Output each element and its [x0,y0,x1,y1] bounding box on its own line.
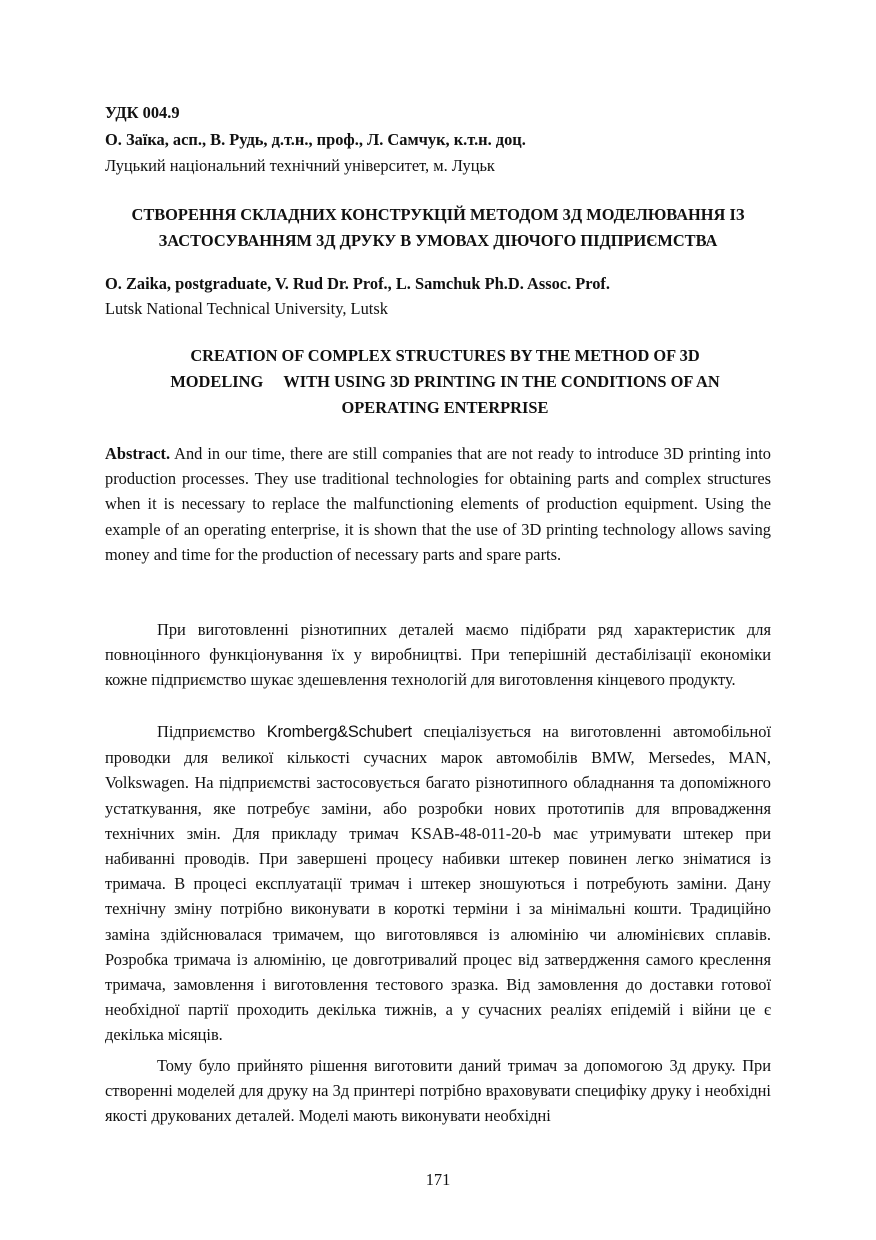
title-en-line-1: CREATION OF COMPLEX STRUCTURES BY THE METHOD OF 3D [190,346,700,365]
title-en-line-2: MODELING WITH USING 3D PRINTING IN THE CONDITIONS OF AN [170,372,720,391]
company-name: Kromberg&Schubert [266,723,412,741]
body-paragraph-1: При виготовленні різнотипних деталей маємо підібрати ряд характеристик для повноцінного функціонування їх у виробництві. При теперішній дестабілізації економіки кожне підприємство шукає здешевлення технологій для виготовлення кінцевого продукту. [105,620,771,690]
title-en-line-3: OPERATING ENTERPRISE [341,398,549,417]
title-ua [100,202,776,254]
body-paragraph-2 [105,719,771,1048]
authors-en: O. Zaika, postgraduate, V. Rud Dr. Prof., L. Samchuk Ph.D. Assoc. Prof. [105,274,610,293]
title-en [105,343,785,421]
affiliation-ua: Луцький національний технічний університет, м. Луцьк [105,156,495,175]
body-paragraph-3: Тому було прийнято рішення виготовити даний тримач за допомогою 3д друку. При створенні моделей для друку на 3д принтері потрібно враховувати специфіку друку і необхідні якості друкованих деталей. Моделі мають виконувати необхідні [105,1056,771,1126]
p2-rest: спеціалізується на виготовленні автомобільної проводки для великої кількості сучасних марок автомобілів BMW, Mersedes, MAN, Volkswagen. На підприємстві застосовується багато різнотипного обладнання та допоміжного устаткування, яке потребує заміни, або розробки нових прототипів для впровадження технічних змін. Для прикладу тримач KSAB-48-011-20-b має утримувати штекер при набиванні проводів. При завершені процесу набивки штекер повинен легко зніматися із тримача. В процесі експлуатації тримач і штекер зношуються і потребують заміни. Дану технічну зміну потрібно виконувати в короткі терміни і за мінімальні кошти. Традиційно заміна здійснювалася тримачем, що виготовлявся із алюмінію чи алюмінієвих сплавів. Розробка тримача із алюмінію, це довготривалий процес від затвердження самого креслення тримача, замовлення і виготовлення тестового зразка. Від замовлення до доставки готової необхідної партії проходить декілька тижнів, а у сучасних реаліях епідемій і війни це є декілька місяців. [105,722,772,1045]
abstract-text: And in our time, there are still companies that are not ready to introduce 3D printing into production processes. They use traditional technologies for obtaining parts and complex structures when it is necessary to replace the malfunctioning elements of production equipment. Using the example of an operating enterprise, it is shown that the use of 3D printing technology allows saving money and time for the production of necessary parts and spare parts. [105,444,771,564]
title-ua-line-2: ЗАСТОСУВАННЯМ 3Д ДРУКУ В УМОВАХ ДІЮЧОГО ПІДПРИЄМСТВА [158,231,718,250]
abstract-label: Abstract. [105,444,171,463]
udc-code: УДК 004.9 [105,103,180,122]
abstract [105,441,771,567]
p2-start: Підприємство [157,722,267,741]
authors-ua: О. Заїка, асп., В. Рудь, д.т.н., проф., Л. Самчук, к.т.н. доц. [105,130,526,149]
page-number: 171 [425,1170,451,1189]
affiliation-en: Lutsk National Technical University, Lutsk [105,299,388,318]
title-ua-line-1: СТВОРЕННЯ СКЛАДНИХ КОНСТРУКЦІЙ МЕТОДОМ 3Д МОДЕЛЮВАННЯ ІЗ [131,205,745,224]
